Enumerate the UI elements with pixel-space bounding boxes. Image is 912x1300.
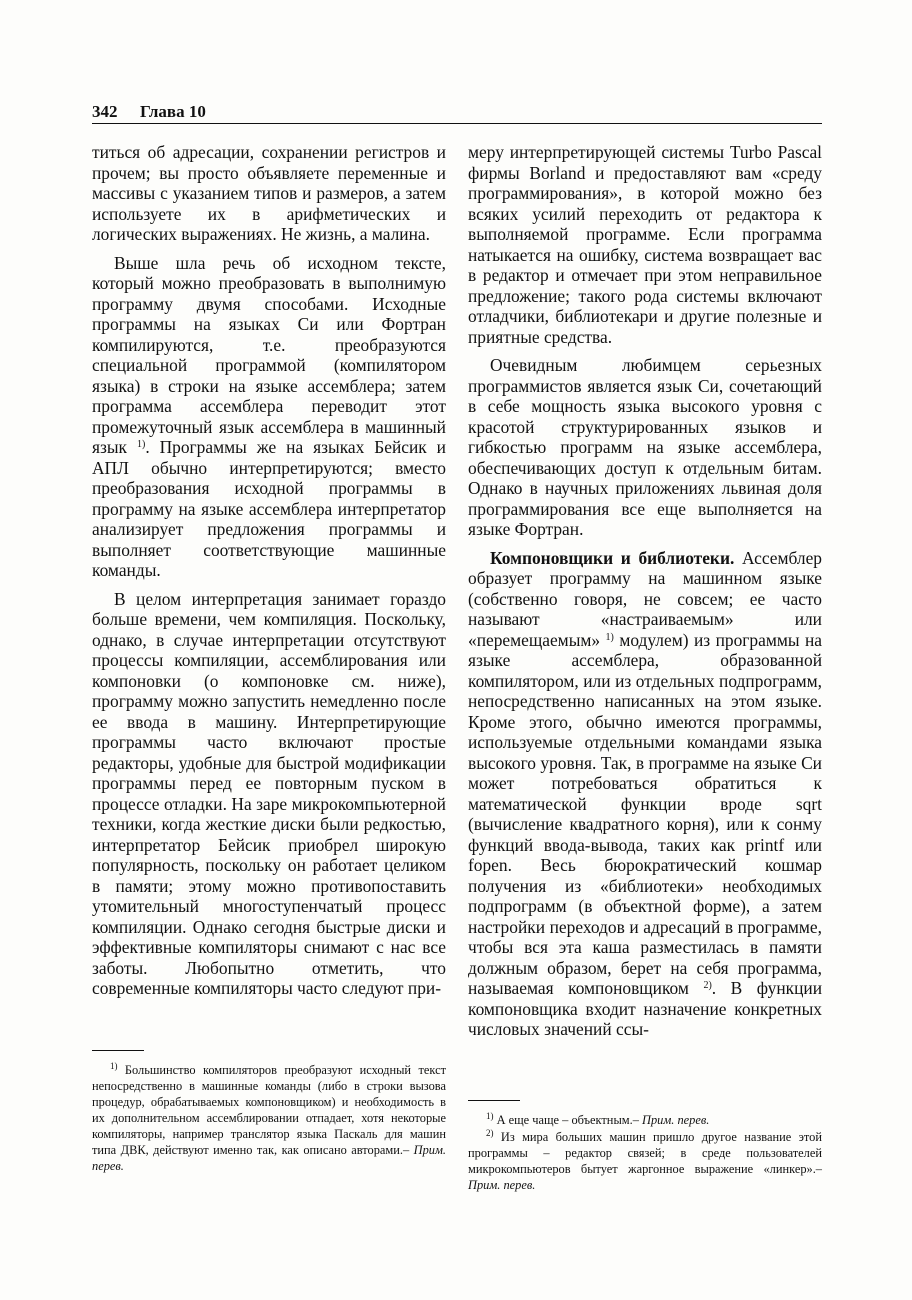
footnote-marker: 2)	[703, 980, 712, 991]
footnote-rule	[468, 1100, 520, 1101]
paragraph: Выше шла речь об исходном тексте, который можно преобразовать в выполнимую программу двумя способами. Исходные программы на языках Си или Фортран компилируются, т.е. преобразуются специальной программой (компилятором языка) в строки на языке ассемблера; затем программа ассемблера переводит этот промежуточный язык ассемблера в машинный язык $^{1)}$. Программы же на языках Бейсик и АПЛ обычно интерпретируются; вместо преобразования исходной программы в программу на языке ассемблера интерпретатор анализирует предложения программы и выполняет соответствующие машинные команды.	[92, 252, 446, 580]
right-column	[468, 142, 822, 1040]
footnote: $^{1)}$ А еще чаще – объектным.– Прим. перев.	[486, 1111, 710, 1127]
paragraph: Очевидным любимцем серьезных программистов является язык Си, сочетающий в себе мощность языка высокого уровня с красотой структурированных языков и гибкостью программ на языке ассемблера, обеспечивающих доступ к отдельным битам. Однако в научных приложениях львиная доля программирования все еще выполняется на языке Фортран.	[468, 355, 822, 539]
footnote-marker: 1)	[605, 631, 614, 643]
paragraph: меру интерпретирующей системы Turbo Pascal фирмы Borland и предоставляют вам «среду программирования», в которой можно без всяких усилий переходить от редактора к выполняемой программе. Если программа натыкается на ошибку, система возвращает вас в редактор и отмечает при этом неправильное предложение; такого рода системы включают отладчики, библиотекари и другие полезные и приятные средства.	[468, 142, 822, 347]
header-rule	[92, 123, 822, 124]
footnote: $^{2)}$ Из мира больших машин пришло другое название этой программы – редактор связей; в среде пользователей микрокомпьютеров бытует жаргонное выражение «линкер».– Прим. перев.	[468, 1128, 822, 1192]
chapter-title: Глава 10	[140, 102, 206, 121]
paragraph: Компоновщики и библиотеки. Ассемблер образует программу на машинном языке (собственно говоря, не совсем; ее часто называют «настраиваемым» или «перемещаемым» $^{1)}$ модулем) из программы на языке ассемблера, образованной компилятором, или из отдельных подпрограмм, непосредственно написанных на этом языке. Кроме этого, обычно имеются программы, используемые отдельными командами языка высокого уровня. Так, в программе на языке Си может потребоваться обратиться к математической функции вроде sqrt (вычисление квадратного корня), или к сонму функций ввода-вывода, таких как printf или fopen. Весь бюрократический кошмар получения из «библиотеки» необходимых подпрограмм (в объектной форме), а затем настройки переходов и адресаций в программе, чтобы вся эта каша разместилась в памяти должным образом, берет на себя программа, называемая компоновщиком $^{2)}$. В функции компоновщика входит назначение конкретных числовых значений ссы-	[468, 547, 823, 1039]
footnote-marker: 1)	[136, 439, 146, 450]
footnote-rule	[92, 1050, 144, 1051]
running-header	[92, 100, 822, 124]
run-in-heading: Компоновщики и библиотеки.	[490, 547, 735, 568]
footnotes-right	[468, 1112, 822, 1193]
paragraph: В целом интерпретация занимает гораздо больше времени, чем компиляция. Поскольку, однако, в случае интерпретации отсутствуют процессы компиляции, ассемблирования или компоновки (о компоновке см. ниже), программу можно запустить немедленно после ее ввода в машину. Интерпретирующие программы часто включают простые редакторы, удобные для быстрой модификации программы перед ее повторным пуском в процессе отладки. На заре микрокомпьютерной техники, когда жесткие диски были редкостью, интерпретатор Бейсик приобрел широкую популярность, поскольку он работает целиком в памяти; этому можно противопоставить утомительный многоступенчатый процесс компиляции. Однако сегодня быстрые диски и эффективные компиляторы снимают с нас все заботы. Любопытно отметить, что современные компиляторы часто следуют при-	[92, 588, 446, 998]
left-column	[92, 142, 446, 999]
footnotes-left	[92, 1062, 446, 1174]
footnote: $^{1)}$ Большинство компиляторов преобразуют исходный текст непосредственно в машинные команды (либо в строки вызова процедур, обрабатываемых компоновщиком) и необходимость в их дополнительном ассемблировании отпадает, хотя некоторые компиляторы, например транслятор языка Паскаль для машин типа ДВК, действуют именно так, как описано авторами.– Прим. перев.	[92, 1061, 446, 1173]
paragraph: титься об адресации, сохранении регистров и прочем; вы просто объявляете переменные и массивы с указанием типов и размеров, а затем используете их в арифметических и логических выражениях. Не жизнь, а малина.	[92, 142, 446, 244]
page-number: 342	[92, 102, 118, 121]
